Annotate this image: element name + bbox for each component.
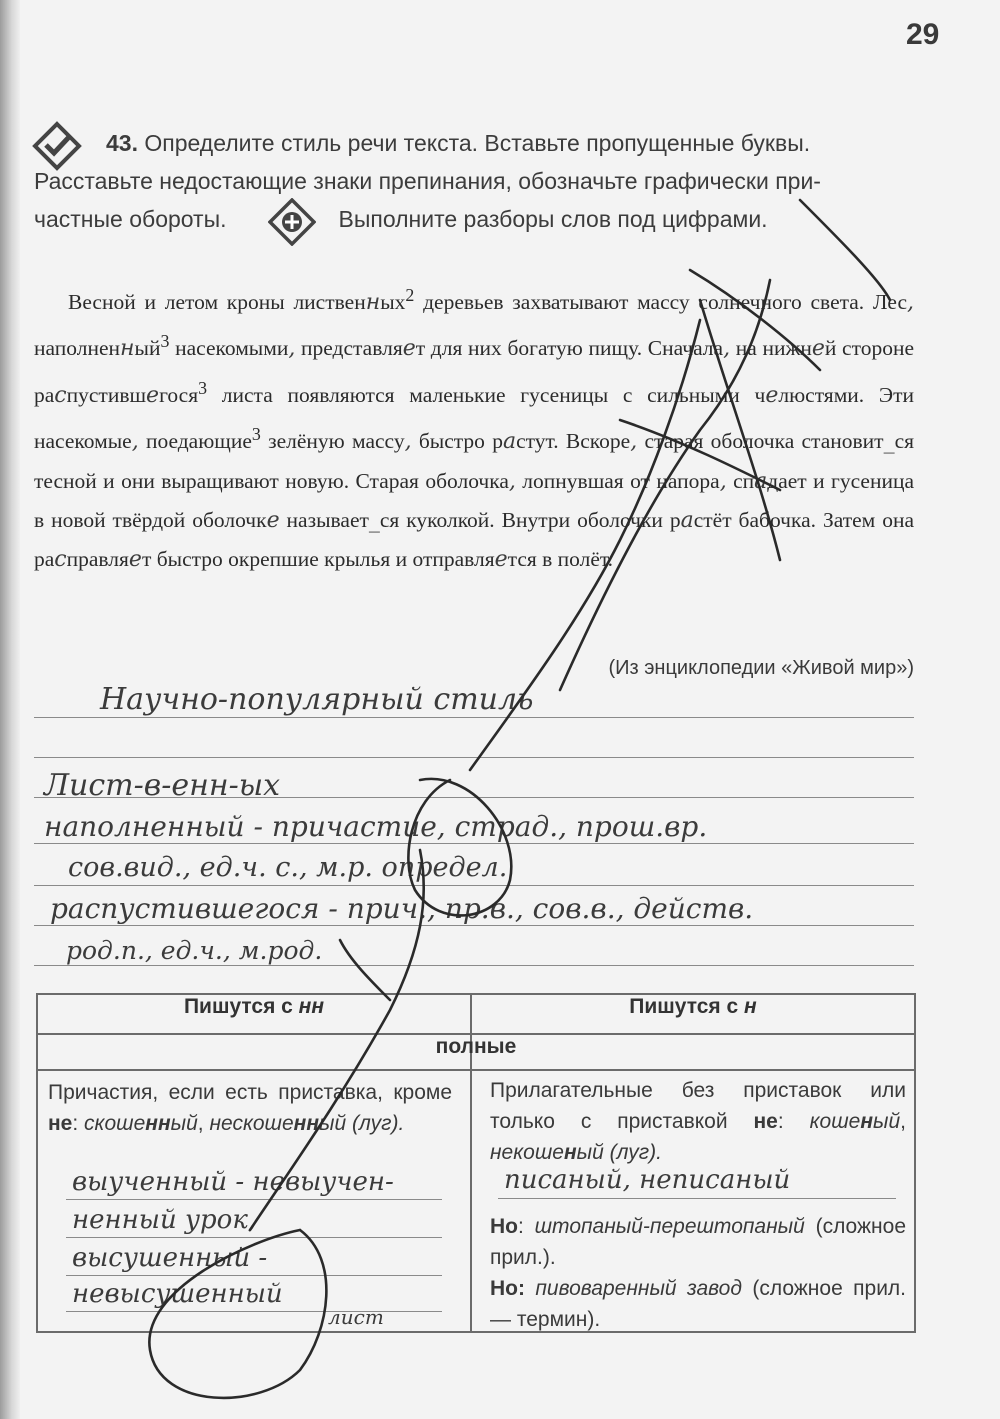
handwritten-answer-style: Научно-популярный стиль — [100, 682, 534, 717]
filled-letter: е — [811, 336, 825, 362]
right-rule-cell: Прилагательные без приставок или только с приставкой не: кошеный, некошеный (луг). — [490, 1079, 907, 1164]
col1-header: Пишутся с нн — [183, 995, 325, 1018]
writing-line — [34, 717, 914, 718]
task-line-3a: частные обороты. — [34, 206, 227, 232]
filled-letter: е — [402, 336, 416, 362]
filled-letter: е — [494, 547, 508, 573]
filled-letter: е — [128, 547, 142, 573]
filled-letter: е — [266, 508, 280, 534]
text-source: (Из энциклопедии «Живой мир») — [608, 657, 914, 679]
page-binding-edge — [0, 0, 20, 1419]
task-line-2: Расставьте недостающие знаки препинания, обозначьте графически при- — [34, 168, 821, 194]
page-number: 29 — [906, 18, 940, 51]
handwritten-table-left: ненный урок, — [72, 1205, 257, 1235]
right-note-1: Но: штопаный-перештопаный (сложное прил.). — [490, 1215, 907, 1269]
writing-line — [34, 885, 914, 886]
left-rule-cell: Причастия, если есть приставка, кроме не: скошенный, нескошенный (луг). — [48, 1081, 452, 1135]
task-line-1: Определите стиль речи текста. Вставьте пропущенные буквы. — [144, 130, 811, 156]
filled-letter: н — [365, 290, 381, 316]
handwritten-line: наполненный - причастие, страд., прош.вр. — [44, 810, 708, 843]
handwritten-line: род.п., ед.ч., м.род. — [66, 936, 323, 965]
handwritten-table-left: выученный - невыучен- — [72, 1167, 394, 1197]
handwritten-table-left: высушенный - — [72, 1243, 268, 1273]
handwritten-line: Лист-в-енн-ых — [44, 768, 281, 803]
handwritten-line: сов.вид., ед.ч. с., м.р. определ. — [68, 852, 508, 883]
writing-line — [34, 965, 914, 966]
rules-table — [36, 993, 916, 1333]
table-rule — [38, 1069, 914, 1071]
filled-letter: а — [502, 429, 517, 455]
handwritten-line: распустившегося - прич., пр.в., сов.в., действ. — [50, 892, 754, 925]
task-number: 43. — [106, 130, 138, 156]
table-writing-line — [498, 1198, 896, 1199]
task-line-3b: Выполните разборы слов под цифрами. — [338, 206, 768, 232]
filled-letter: е — [765, 383, 779, 409]
writing-line — [34, 843, 914, 844]
table-writing-line — [66, 1237, 442, 1238]
table-writing-line — [66, 1311, 442, 1312]
full-forms-row: полные — [435, 1035, 517, 1058]
handwritten-table-left: лист — [328, 1305, 384, 1329]
right-note-2: Но: пивоваренный завод (сложное прил. — термин). — [490, 1277, 907, 1331]
filled-letter: с — [54, 547, 67, 573]
filled-letter: а — [680, 508, 694, 534]
col2-header: Пишутся с н — [629, 995, 757, 1018]
filled-letter: е — [146, 383, 160, 409]
filled-letter: _ — [368, 508, 380, 534]
filled-letter: с — [54, 383, 67, 409]
filled-letter: н — [120, 336, 135, 362]
table-writing-line — [66, 1199, 442, 1200]
handwritten-table-left: невысушенный — [72, 1279, 283, 1309]
filled-letter: _ — [883, 429, 895, 455]
task-instructions — [34, 124, 914, 238]
writing-line — [34, 757, 914, 758]
handwritten-table-right: писаный, неписаный — [504, 1165, 791, 1195]
filled-letter: а — [754, 468, 768, 494]
exercise-text: Весной и летом кроны лиственных$^2$ деревьев захватывают массу солнечного света. Лес, наполненный$^3$ насекомыми, представляет для них богатую пищу. Сначала, на нижней стороне распустившегося$^3$ листа появляются маленькие гусеницы с сильными челюстями. Эти насекомые, поедающие$^3$ зелёную массу, быстро растут. Вскоре, старая оболочка становит_ся тесной и они выращивают новую. Старая оболочка, лопнувшая от напора, спадает и гусеница в новой твёрдой оболочке называет_ся куколкой. Внутри оболочки растёт бабочка. Затем она расправляет быстро окрепшие крылья и отправляется в полёт. — [34, 285, 915, 573]
table-writing-line — [66, 1275, 442, 1276]
writing-line — [34, 925, 914, 926]
